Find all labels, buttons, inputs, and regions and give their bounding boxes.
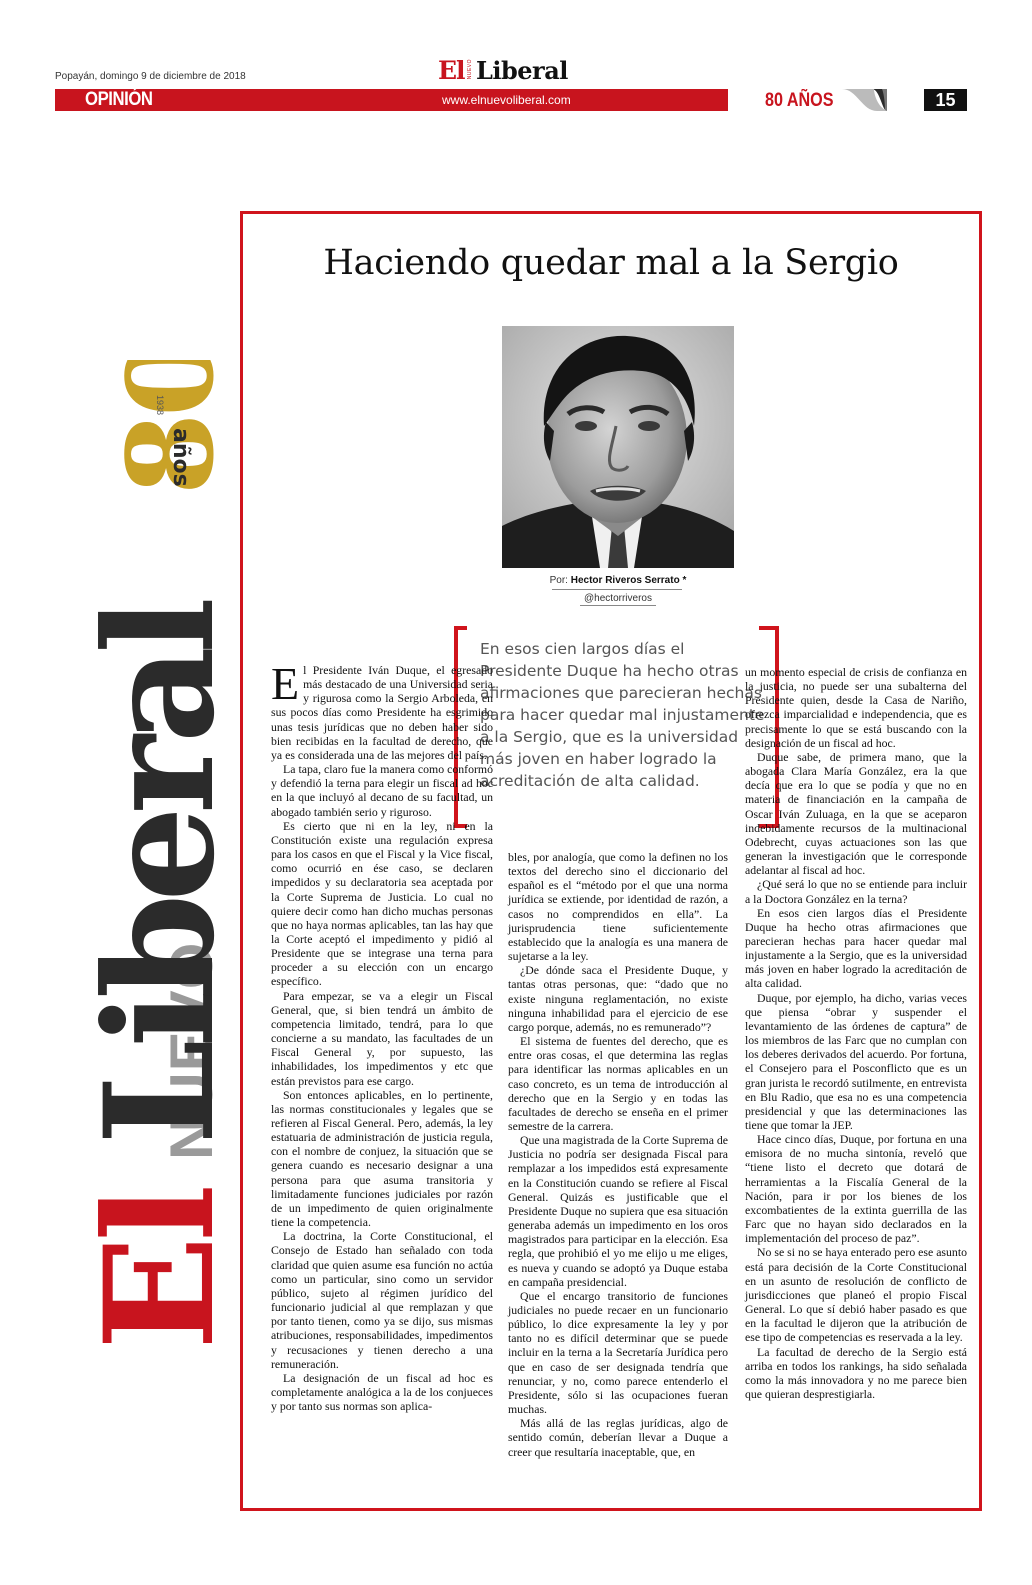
article-column-1 — [271, 658, 493, 1414]
side-logo — [60, 360, 220, 1360]
masthead-liberal: Liberal — [476, 56, 568, 85]
author-photo — [502, 326, 734, 568]
side-logo-liberal: Liberal — [72, 605, 220, 1145]
paragraph: Para empezar, se va a elegir un Fiscal General, que, si bien tendrá un ámbito de competencia limitado, tendrá, para lo que concierne a su mandato, las facultades de un Fiscal General y, por supuesto, las inhabilidades, los impedimentos y etc que están previstos para ese cargo. — [271, 988, 493, 1088]
paragraph: Duque sabe, de primera mano, que la abogada Clara María González, era la que decía que era lo que se podía y que no en materia de financiación en la campaña de Oscar Iván Zuluaga, en la que se aceparon indebidamente recursos de la multinacional Odebrecht, cuyas actuaciones son las que generan la investigación que le corresponde adelantar al fiscal ad hoc. — [745, 749, 967, 878]
paragraph: En esos cien largos días el Presidente Duque ha hecho otras afirmaciones que parecieran hechas para hacer quedar mal injustamente a la Sergio, que es la universidad más joven en haber logrado la acreditación de alta calidad. — [745, 905, 967, 991]
paragraph: Es cierto que ni en la ley, ni en la Constitución existe una regulación expresa para los casos en que el Fiscal y la Vice fiscal, como ocurrió en ése caso, se declaren impedidos y su declaratoria sea aceptada por la Corte Suprema de Justicia. Lo cual no quiere decir como han dicho muchas personas que no haya normas aplicables, tan las hay que la Corte aceptó el impedimento y pidió al Presidente que se integrase una terna para proceder a su elección con un encargo específico. — [271, 818, 493, 989]
masthead-logo — [438, 54, 588, 88]
byline — [502, 574, 734, 588]
headline: Haciendo quedar mal a la Sergio — [323, 243, 899, 283]
paragraph: La doctrina, la Corte Constitucional, el Consejo de Estado han señalado con toda claridad que quien asume esa función no actúa como un particular, sino como un servidor público, sujeto al régimen jurídico del funcionario judicial al que remplazan y que por tanto tienen, como ya se dijo, sus mismas atribuciones, responsabilidades, impedimentos y recusaciones y tienen derecho a una remuneración. — [271, 1229, 493, 1371]
paragraph: La facultad de derecho de la Sergio está arriba en todos los rankings, ha sido señalada como la más innovadora y no me parece bien que quieran desprestigiarla. — [745, 1344, 967, 1401]
handle-rule — [580, 605, 656, 606]
paragraph: Más allá de las reglas jurídicas, algo de sentido común, deberían llevar a Duque a creer que resultaría inaceptable, que, en — [508, 1416, 728, 1459]
paragraph: ¿De dónde saca el Presidente Duque, y tantas otras personas, que: “dado que no existe ninguna reglamentación, no existe ninguna inhabilidad para el ejercicio de ese cargo porque, además, no es remunerado”? — [508, 963, 728, 1034]
pull-quote: En esos cien largos días el Presidente Duque ha hecho otras afirmaciones que parecieran hechas para hacer quedar mal injustamente a la Sergio, que es la universidad más joven en haber logrado la acreditación de alta calidad. — [480, 640, 765, 790]
side-logo-80: 8 — [101, 416, 220, 495]
paragraph: Son entonces aplicables, en lo pertinente, las normas constitucionales y legales que se refieren al Fiscal General. Pero, además, la ley estatuaria de administración de justicia regula, con el nombre de conjuez, la situación que se genera cuando es necesario designar a una persona para que asuma transitoria y limitadamente funciones judiciales por razón de un impedimento de quien originalmente tiene la competencia. — [271, 1087, 493, 1230]
masthead-el: El — [438, 56, 465, 85]
anniversary-label: 80 AÑOS — [765, 90, 834, 111]
page-number: 15 — [935, 90, 956, 110]
paragraph: Que el encargo transitorio de funciones judiciales no puede recaer en un funcionario público, lo dice expresamente la ley y por tanto no es difícil determinar que se puede incluir en la terna a la Secretaría Jurídica pero que en caso de ser designada tendría que renunciar, y no, como parece entenderlo el Presidente, sólo si las ocupaciones fueran muchas. — [508, 1288, 728, 1417]
article-column-3 — [745, 665, 967, 1401]
author-name: Hector Riveros Serrato * — [570, 575, 687, 586]
side-logo-nuevo: NUEVO — [158, 941, 220, 1160]
paragraph: La tapa, claro fue la manera como conformó y defendió la terna para elegir un fiscal ad hoc en la que incluyó al decano de su facultad, un abogado también serio y riguroso. — [271, 762, 493, 819]
paragraph: No se si no se haya enterado pero ese asunto está para decisión de la Corte Constitucional en un asunto de resolución de conflicto de jurisdicciones que planeó el propio Fiscal General. Lo que sí debió haber pasado es que en la facultad le dijeron que la atribución de ese tipo de competencias es reservada a la ley. — [745, 1245, 967, 1345]
side-logo-anos: años — [168, 428, 193, 487]
masthead-nuevo: NUEVO — [467, 59, 473, 80]
issue-date: Popayán, domingo 9 de diciembre de 2018 — [55, 71, 246, 82]
paragraph: un momento especial de crisis de confianza en la justicia, no puede ser una subalterna del Presidente quien, desde la Casa de Nariño, ofrezca imparcialidad e independencia, que es precisamente lo que se está buscando con la designación de un fiscal ad hoc. — [745, 665, 967, 750]
paragraph: Que una magistrada de la Corte Suprema de Justicia no podría ser designada Fiscal para remplazar a los impedidos está expresamente en la Constitución cuando se refiere al Fiscal General. Quizás es justificable que el Presidente Duque no supiera que esa situación generaba además un impedimento en los oros magistrados para participar en la elección. Esa regla, que prohibió el yo me elijo u me eliges, es nueva y cuando se adoptó ya Duque estaba en campaña presidencial. — [508, 1133, 729, 1289]
paragraph: ¿Qué será lo que no se entiende para incluir a la Doctora González en la terna? — [745, 877, 967, 906]
side-logo-el: El — [72, 1190, 220, 1350]
section-bar — [55, 89, 725, 111]
paragraph: El Presidente Iván Duque, el egresado más destacado de una Universidad seria y rigurosa como la Sergio Arboleda, en sus pocos días como Presidente ha esgrimido unas tesis jurídicas que no deben haber sido bien recibidas en la facultad de derecho, que ya es considerada una de las mejores del país. — [271, 658, 493, 762]
byline-rule — [552, 589, 682, 590]
paragraph: Duque, por ejemplo, ha dicho, varias veces que piensa “obrar y suspender el levantamiento de las órdenes de captura” de los miembros de las Farc que no cumplan con los deberes derivados del acuerdo. Por fortuna, el Consejero para el Posconflicto que es un gran jurista le recordó sutilmente, en entrevista en Blu Radio, que esa no es una competencia presidencial y que las determinaciones las tiene que tomar la JEP. — [745, 990, 967, 1132]
paragraph: El sistema de fuentes del derecho, que es entre oras cosas, el que determina las reglas para identificar las normas aplicables en un caso concreto, es un tema de introducción al derecho que en la Sergio y en todas las facultades de derecho se enseña en el primer semestre de la carrera. — [508, 1034, 728, 1133]
side-logo-year: 1938 — [155, 395, 165, 416]
paragraph: bles, por analogía, que como la definen no los textos del derecho sino el diccionario del español es el “método por el que una norma jurídica se extiende, por identidad de razón, a casos no comprendidos en ella”. La jurisprudencia tiene suficientemente establecido que la analogía es una manera de sujetarse a la ley. — [508, 850, 728, 964]
paragraph: La designación de un fiscal ad hoc es completamente analógica a la de los conjueces y por tanto sus normas son aplica- — [271, 1370, 493, 1414]
article-column-2 — [508, 850, 728, 1459]
drop-cap: E — [271, 658, 300, 709]
byline-prefix: Por: — [549, 575, 568, 586]
website-url[interactable]: www.elnuevoliberal.com — [442, 93, 571, 107]
paragraph: Hace cinco días, Duque, por fortuna en una emisora de no mucha sintonía, reveló que “tiene listo el decreto que dotará de herramientas a la Fiscalía General de la Nación, para ir por los bienes de los excombatientes de la extinta guerrilla de las Farc que no hayan sido declarados en la implementación del proceso de paz”. — [745, 1132, 967, 1246]
section-label: OPINIÓN — [85, 89, 153, 110]
author-handle[interactable]: @hectorriveros — [584, 593, 652, 604]
